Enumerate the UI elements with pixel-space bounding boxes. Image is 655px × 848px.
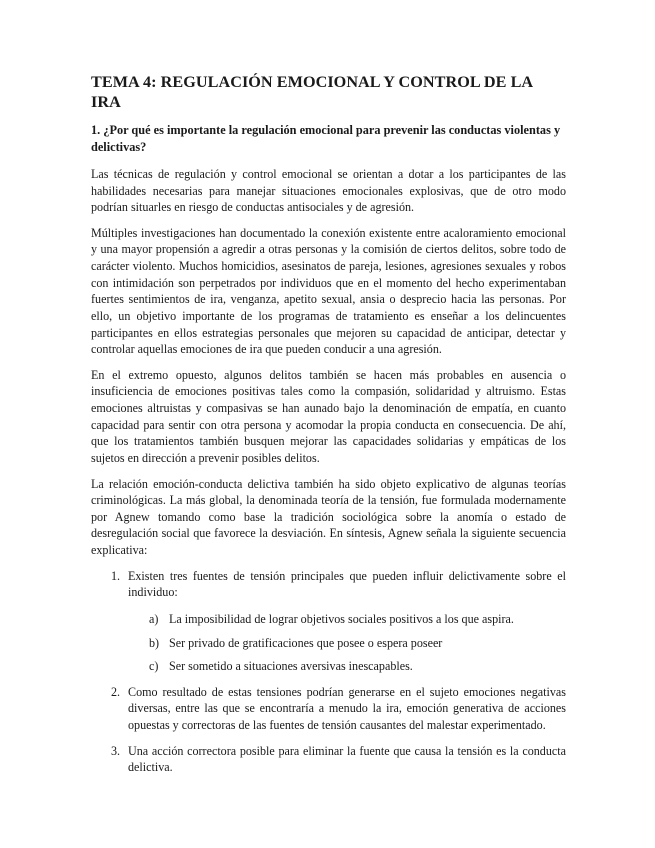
tension-sources-list	[128, 611, 566, 675]
sub-item-text: La imposibilidad de lograr objetivos sociales positivos a los que aspira.	[169, 611, 514, 626]
sequence-item-3	[91, 743, 566, 776]
sequence-number: 2.	[111, 684, 121, 699]
sequence-text: Como resultado de estas tensiones podrían generarse en el sujeto emociones negativas diversas, entre las que se encontraría a menudo la ira, emoción generativa de acciones opuestas y correctoras de las fuentes de tensión causantes del malestar experimentado.	[128, 684, 566, 733]
paragraph-1: Las técnicas de regulación y control emocional se orientan a dotar a los participantes de las habilidades necesarias para manejar situaciones emocionales explosivas, que de otro modo podrían situarles en riesgo de conductas antisociales y de agresión.	[91, 166, 566, 215]
sub-item-letter: c)	[149, 659, 159, 674]
sub-item-text: Ser privado de gratificaciones que posee o espera poseer	[169, 635, 443, 650]
sequence-number: 1.	[111, 568, 121, 583]
document-page	[91, 72, 566, 785]
sequence-item-2	[91, 684, 566, 734]
paragraph-3: En el extremo opuesto, algunos delitos también se hacen más probables en ausencia o insuficiencia de emociones positivas tales como la compasión, solidaridad y altruismo. Estas emociones altruistas y compasivas se han aunado bajo la denominación de empatía, en cuanto capacidad para sentir con otra persona y acomodar la propia conducta en consecuencia. De ahí, que los tratamientos también busquen mejorar las capacidades solidarias y empáticas de los sujetos en dirección a prevenir posibles delitos.	[91, 367, 566, 465]
sub-item-b	[128, 635, 566, 652]
sub-item-text: Ser sometido a situaciones aversivas inescapables.	[169, 659, 413, 674]
section-question: 1. ¿Por qué es importante la regulación emocional para prevenir las conductas violentas y delictivas?	[91, 122, 561, 154]
sub-item-letter: a)	[149, 611, 159, 626]
page-title: TEMA 4: REGULACIÓN EMOCIONAL Y CONTROL DE LA IRA	[91, 73, 533, 112]
paragraph-2: Múltiples investigaciones han documentado la conexión existente entre acaloramiento emocional y una mayor propensión a agredir a otras personas y la comisión de ciertos delitos, sobre todo de carácter violento. Muchos homicidios, asesinatos de pareja, lesiones, agresiones sexuales y robos con intimidación son perpetrados por individuos que en el momento del hecho experimentaban fuertes sentimientos de ira, venganza, apetito sexual, ansia o desprecio hacia las personas. Por ello, un objetivo importante de los programas de tratamiento es enseñar a los delincuentes participantes en ellos estrategias personales que mejoren su capacidad de anticipar, detectar y controlar aquellas emociones de ira que pueden conducir a una agresión.	[91, 225, 566, 357]
paragraph-4: La relación emoción-conducta delictiva también ha sido objeto explicativo de algunas teorías criminológicas. La más global, la denominada teoría de la tensión, fue formulada modernamente por Agnew tomando como base la tradición sociológica sobre la anomía o estado de desregulación social que favorece la desviación. En síntesis, Agnew señala la siguiente secuencia explicativa:	[91, 476, 566, 558]
sequence-text: Existen tres fuentes de tensión principales que pueden influir delictivamente sobre el individuo:	[128, 568, 566, 600]
sub-item-letter: b)	[149, 635, 160, 650]
sequence-item-1	[91, 568, 566, 675]
sequence-number: 3.	[111, 743, 121, 758]
sub-item-a	[128, 611, 566, 628]
sub-item-c	[128, 658, 566, 675]
sequence-text: Una acción correctora posible para eliminar la fuente que causa la tensión es la conducta delictiva.	[128, 743, 566, 775]
explanatory-sequence	[91, 568, 566, 776]
